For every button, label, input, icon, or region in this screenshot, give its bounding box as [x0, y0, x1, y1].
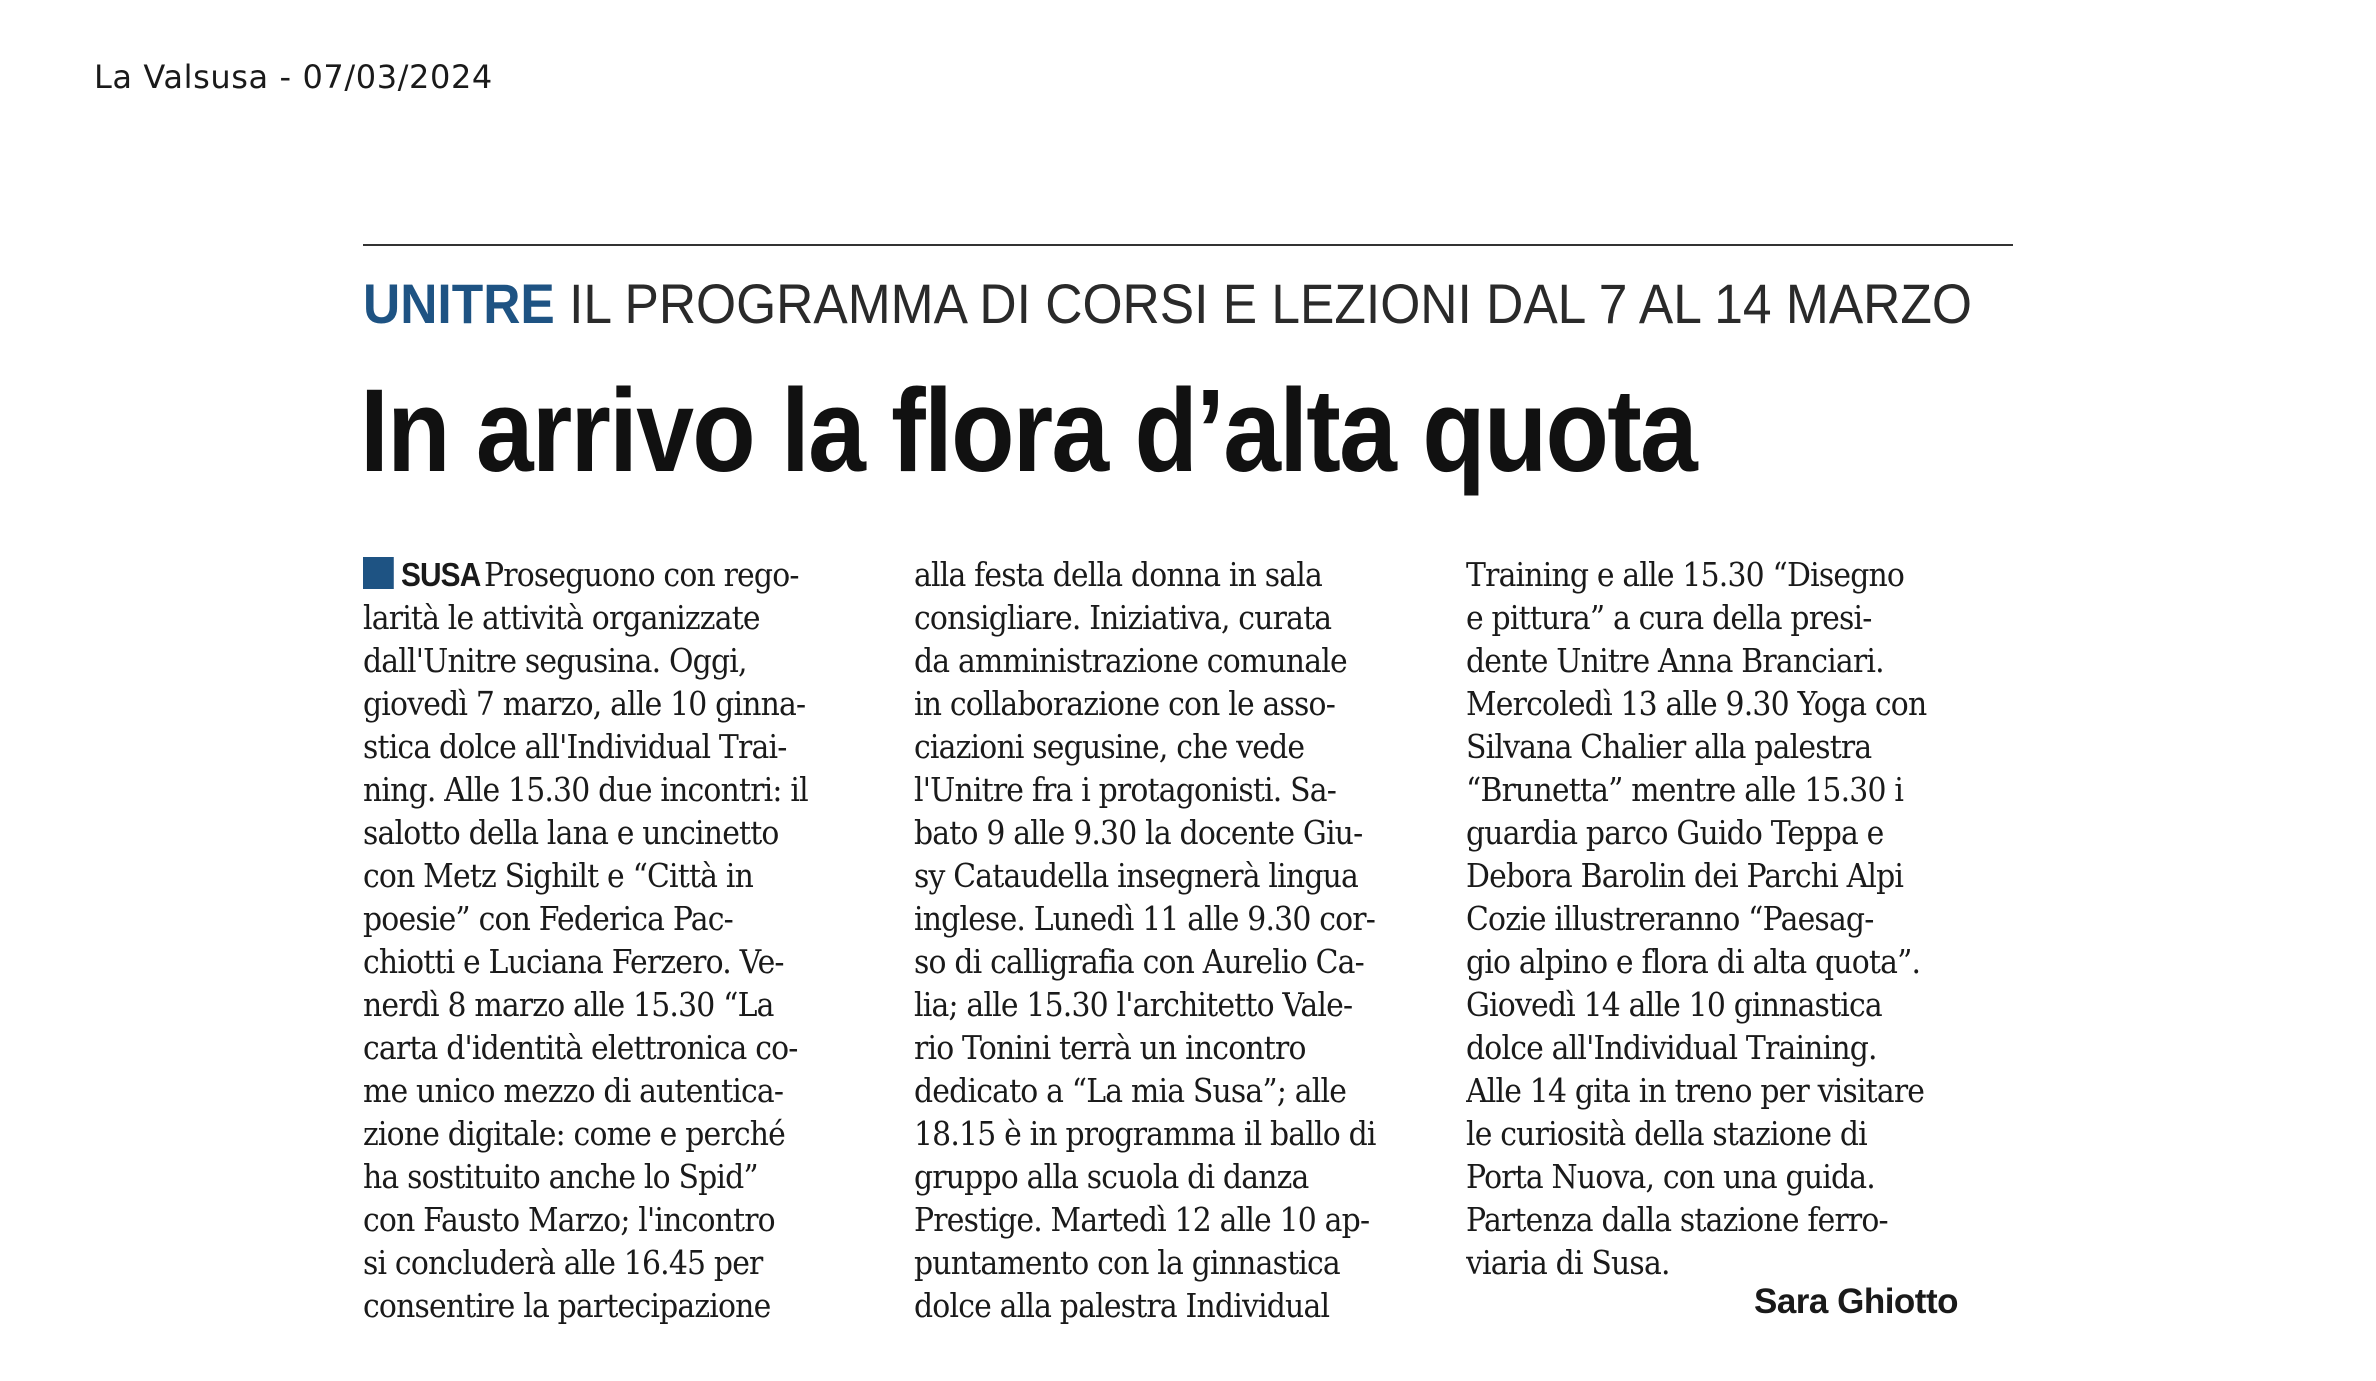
text-line-content: Proseguono con rego- [483, 555, 799, 594]
article-column-1 [363, 553, 855, 1327]
text-line: salotto della lana e uncinetto [363, 813, 779, 852]
source-line: La Valsusa - 07/03/2024 [94, 58, 493, 96]
text-line: larità le attività organizzate [363, 598, 760, 637]
text-line: viaria di Susa. [1466, 1243, 1670, 1282]
text-line: guardia parco Guido Teppa e [1466, 813, 1884, 852]
text-line: “Brunetta” mentre alle 15.30 i [1466, 770, 1904, 809]
text-line: consigliare. Iniziativa, curata [914, 598, 1332, 637]
text-line: puntamento con la ginnastica [914, 1243, 1340, 1282]
byline: Sara Ghiotto [1753, 1282, 1958, 1321]
text-line: Partenza dalla stazione ferro- [1466, 1200, 1888, 1239]
text-line: stica dolce all'Individual Trai- [363, 727, 787, 766]
text-line [363, 553, 808, 596]
text-line: carta d'identità elettronica co- [363, 1028, 798, 1067]
text-line: bato 9 alle 9.30 la docente Giu- [914, 813, 1363, 852]
text-line: e pittura” a cura della presi- [1466, 598, 1872, 637]
text-line: lia; alle 15.30 l'architetto Vale- [914, 985, 1353, 1024]
text-line: Prestige. Martedì 12 alle 10 ap- [914, 1200, 1370, 1239]
text-line: dolce alla palestra Individual [914, 1286, 1330, 1325]
text-line: Debora Barolin dei Parchi Alpi [1466, 856, 1904, 895]
text-line: me unico mezzo di autentica- [363, 1071, 784, 1110]
article-column-3 [1466, 553, 1958, 1284]
text-line: gio alpino e flora di alta quota”. [1466, 942, 1921, 981]
text-line: dedicato a “La mia Susa”; alle [914, 1071, 1347, 1110]
text-line: Cozie illustreranno “Paesag- [1466, 899, 1874, 938]
dateline: SUSA [401, 556, 481, 593]
text-line: Giovedì 14 alle 10 ginnastica [1466, 985, 1882, 1024]
text-line: consentire la partecipazione [363, 1286, 771, 1325]
text-line: zione digitale: come e perché [363, 1114, 786, 1153]
text-line: chiotti e Luciana Ferzero. Ve- [363, 942, 784, 981]
text-line: ciazioni segusine, che vede [914, 727, 1305, 766]
text-line: Alle 14 gita in treno per visitare [1466, 1071, 1925, 1110]
text-line: rio Tonini terrà un incontro [914, 1028, 1306, 1067]
text-line: so di calligrafia con Aurelio Ca- [914, 942, 1364, 981]
text-line: le curiosità della stazione di [1466, 1114, 1867, 1153]
text-line: gruppo alla scuola di danza [914, 1157, 1309, 1196]
text-line: sy Cataudella insegnerà lingua [914, 856, 1359, 895]
text-line: Mercoledì 13 alle 9.30 Yoga con [1466, 684, 1927, 723]
article-column-2 [914, 553, 1406, 1327]
text-line: alla festa della donna in sala [914, 555, 1322, 594]
text-line: con Fausto Marzo; l'incontro [363, 1200, 775, 1239]
text-line: dolce all'Individual Training. [1466, 1028, 1877, 1067]
text-line: poesie” con Federica Pac- [363, 899, 733, 938]
text-line: dente Unitre Anna Branciari. [1466, 641, 1884, 680]
text-line: ha sostituito anche lo Spid” [363, 1157, 758, 1196]
text-line: con Metz Sighilt e “Città in [363, 856, 753, 895]
header-rule [363, 244, 2013, 246]
headline: In arrivo la flora d’alta quota [360, 365, 1697, 497]
text-line: inglese. Lunedì 11 alle 9.30 cor- [914, 899, 1376, 938]
text-line: giovedì 7 marzo, alle 10 ginna- [363, 684, 806, 723]
kicker-text: IL PROGRAMMA DI CORSI E LEZIONI DAL 7 AL 14 MARZO [554, 272, 1972, 335]
text-line: l'Unitre fra i protagonisti. Sa- [914, 770, 1337, 809]
text-line: in collaborazione con le asso- [914, 684, 1335, 723]
text-line: da amministrazione comunale [914, 641, 1347, 680]
text-line: ning. Alle 15.30 due incontri: il [363, 770, 808, 809]
text-line: Training e alle 15.30 “Disegno [1466, 555, 1905, 594]
text-line: Silvana Chalier alla palestra [1466, 727, 1872, 766]
text-line: Porta Nuova, con una guida. [1466, 1157, 1875, 1196]
kicker-tag: UNITRE [363, 272, 555, 335]
kicker [363, 272, 1972, 335]
text-line: nerdì 8 marzo alle 15.30 “La [363, 985, 774, 1024]
text-line: dall'Unitre segusina. Oggi, [363, 641, 747, 680]
text-line: 18.15 è in programma il ballo di [914, 1114, 1376, 1153]
lead-square [363, 557, 394, 589]
text-line: si concluderà alle 16.45 per [363, 1243, 763, 1282]
